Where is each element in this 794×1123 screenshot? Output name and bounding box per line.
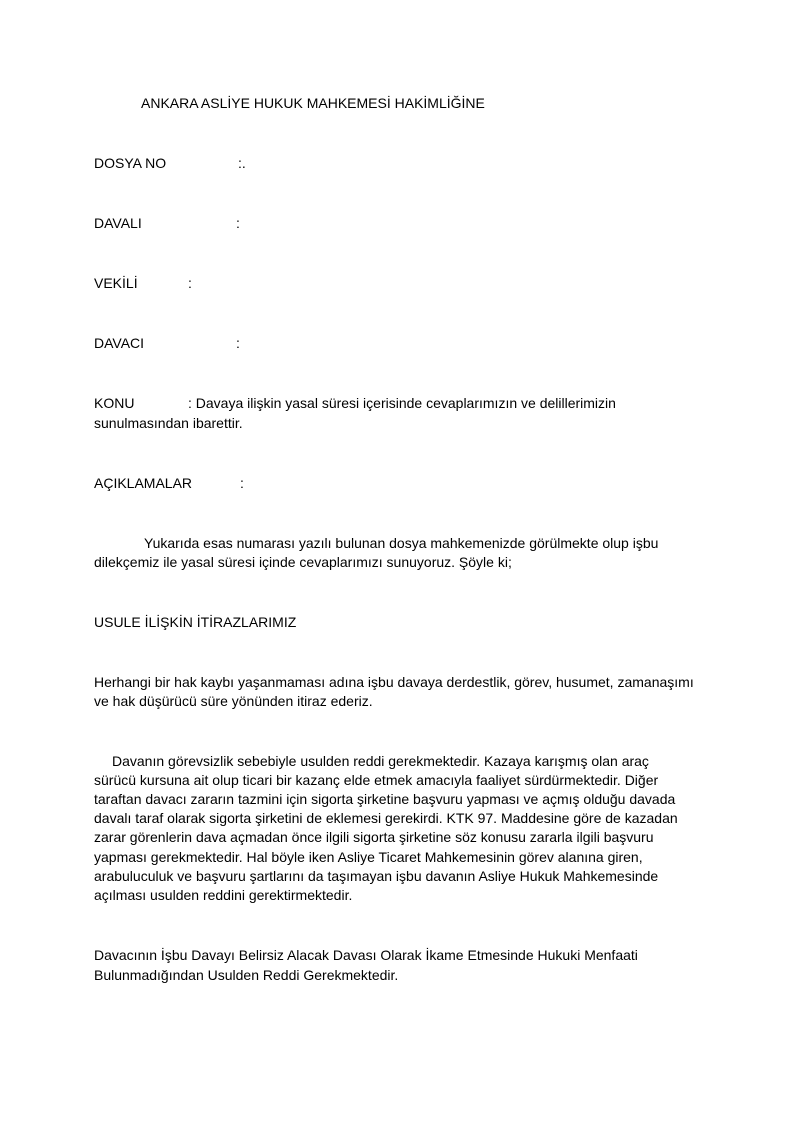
- interest-heading-line2: Bulunmadığından Usulden Reddi Gerekmektedir.: [94, 967, 399, 983]
- konu-label: KONU: [94, 395, 135, 411]
- vekili-separator: :: [188, 275, 192, 291]
- jurisdiction-line: yapması gerekmektedir. Hal böyle iken Asliye Ticaret Mahkemesinin görev alanına giren,: [94, 849, 643, 865]
- intro-line1: Yukarıda esas numarası yazılı bulunan dosya mahkemenizde görülmekte olup işbu: [144, 535, 659, 551]
- court-title: ANKARA ASLİYE HUKUK MAHKEMESİ HAKİMLİĞİNE: [141, 95, 485, 111]
- konu-text-line1: : Davaya ilişkin yasal süresi içerisinde cevaplarımızın ve delillerimizin: [188, 395, 616, 411]
- aciklamalar-separator: :: [240, 475, 244, 491]
- section-heading: USULE İLİŞKİN İTİRAZLARIMIZ: [94, 614, 297, 630]
- interest-heading-line1: Davacının İşbu Davayı Belirsiz Alacak Davası Olarak İkame Etmesinde Hukuki Menfaati: [94, 947, 638, 963]
- jurisdiction-line: zarar görenlerin dava açmadan önce ilgili sigorta şirketine söz konusu zararla ilgili başvuru: [94, 829, 654, 845]
- konu-text-line2: sunulmasından ibarettir.: [94, 415, 243, 431]
- davali-separator: :: [236, 215, 240, 231]
- davaci-separator: :: [236, 335, 240, 351]
- dosya-no-separator: :.: [238, 155, 246, 171]
- jurisdiction-line: arabuluculuk ve başvuru şartlarını da taşımayan işbu davanın Asliye Hukuk Mahkemesinde: [94, 868, 659, 884]
- davali-label: DAVALI: [94, 215, 142, 231]
- jurisdiction-line: davalı taraf olarak sigorta şirketini de eklemesi gerekirdi. KTK 97. Maddesine göre de kazadan: [94, 810, 678, 826]
- vekili-label: VEKİLİ: [94, 275, 138, 291]
- intro-line2: dilekçemiz ile yasal süresi içinde cevaplarımızı sunuyoruz. Şöyle ki;: [94, 554, 512, 570]
- aciklamalar-label: AÇIKLAMALAR: [94, 475, 193, 491]
- jurisdiction-line: Davanın görevsizlik sebebiyle usulden reddi gerekmektedir. Kazaya karışmış olan araç: [112, 753, 649, 769]
- jurisdiction-line: taraftan davacı zararın tazmini için sigorta şirketine başvuru yapması ve açmış olduğu davada: [94, 791, 676, 807]
- jurisdiction-line: sürücü kursuna ait olup ticari bir kazanç elde etmek amacıyla faaliyet sürdürmektedir. Diğer: [94, 772, 659, 788]
- objection-line2: ve hak düşürücü süre yönünden itiraz ederiz.: [94, 693, 373, 709]
- dosya-no-label: DOSYA NO: [94, 155, 167, 171]
- objection-line1: Herhangi bir hak kaybı yaşanmaması adına işbu davaya derdestlik, görev, husumet, zamanaşımı: [94, 674, 694, 690]
- jurisdiction-line: açılması usulden reddini gerektirmektedir.: [94, 887, 353, 903]
- davaci-label: DAVACI: [94, 335, 145, 351]
